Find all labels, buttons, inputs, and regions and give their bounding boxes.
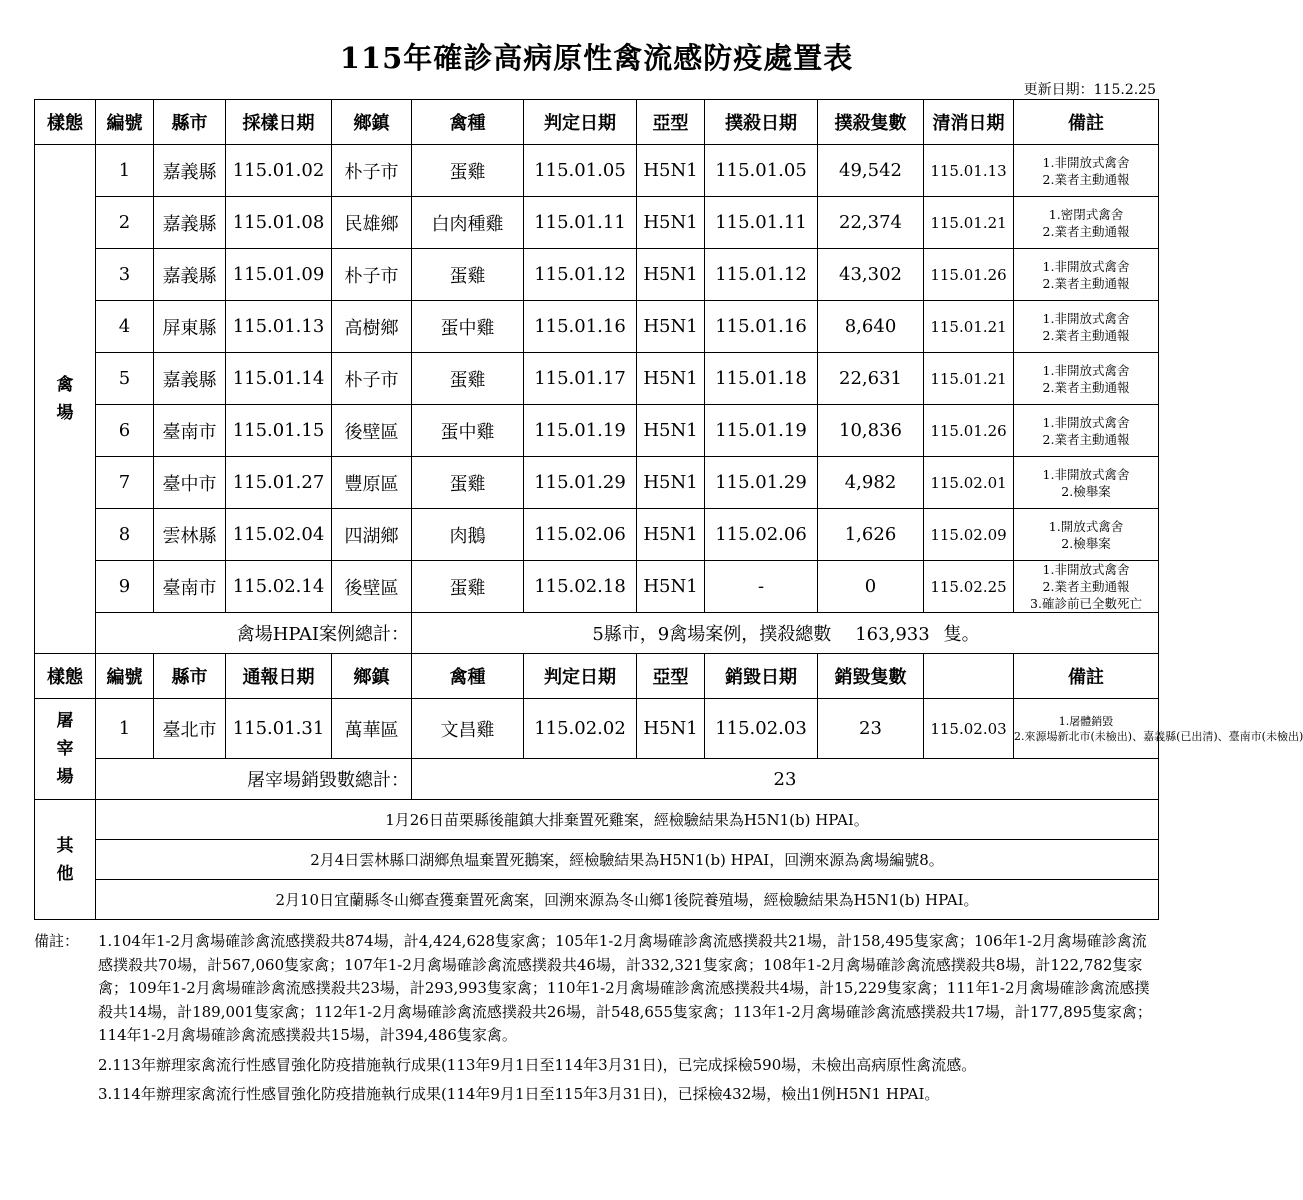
clean-date-cell: 115.01.21: [924, 301, 1014, 353]
slaughter-header-row: [35, 654, 1159, 699]
header-cell: 禽種: [412, 654, 524, 699]
table-row: [35, 457, 1159, 509]
header-cell: 判定日期: [524, 654, 637, 699]
clean-date-cell: 115.02.01: [924, 457, 1014, 509]
town-cell: 萬華區: [332, 699, 412, 759]
note-cell: [1014, 301, 1159, 353]
other-row: [35, 840, 1159, 880]
cull-count-cell: 0: [818, 561, 924, 613]
subtype-cell: H5N1: [637, 405, 705, 457]
sample-date-cell: 115.01.13: [226, 301, 332, 353]
header-cell: 撲殺日期: [705, 100, 818, 145]
note-line: 2.業者主動通報: [1042, 223, 1130, 239]
header-cell: 判定日期: [524, 100, 637, 145]
sample-date-cell: 115.02.04: [226, 509, 332, 561]
header-cell: 銷毀日期: [705, 654, 818, 699]
judge-date-cell: 115.01.17: [524, 353, 637, 405]
note-cell: [1014, 509, 1159, 561]
slaughter-summary-label: 屠宰場銷毀數總計：: [96, 759, 412, 800]
table-row: [35, 699, 1159, 759]
cull-count-cell: 8,640: [818, 301, 924, 353]
species-cell: 蛋雞: [412, 145, 524, 197]
case-number: 6: [96, 405, 154, 457]
sample-date-cell: 115.01.02: [226, 145, 332, 197]
header-cell: 備註: [1014, 100, 1159, 145]
header-cell: 亞型: [637, 100, 705, 145]
county-cell: 雲林縣: [154, 509, 226, 561]
note-line: 2.檢舉案: [1061, 483, 1111, 499]
sample-date-cell: 115.01.14: [226, 353, 332, 405]
other-type-label-text: 其他: [56, 835, 74, 884]
town-cell: 豐原區: [332, 457, 412, 509]
judge-date-cell: 115.02.06: [524, 509, 637, 561]
town-cell: 朴子市: [332, 249, 412, 301]
other-item: 1月26日苗栗縣後龍鎮大排棄置死雞案，經檢驗結果為H5N1(b) HPAI。: [96, 800, 1159, 840]
county-cell: 嘉義縣: [154, 197, 226, 249]
cull-count-cell: 4,982: [818, 457, 924, 509]
species-cell: 蛋中雞: [412, 301, 524, 353]
header-cell: 亞型: [637, 654, 705, 699]
clean-date-cell: 115.01.26: [924, 405, 1014, 457]
cull-count-cell: 22,631: [818, 353, 924, 405]
note-line: 2.業者主動通報: [1042, 327, 1130, 343]
species-cell: 蛋中雞: [412, 405, 524, 457]
judge-date-cell: 115.01.05: [524, 145, 637, 197]
summary-unit: 隻。: [943, 624, 980, 645]
footnotes: [34, 930, 1158, 1113]
subtype-cell: H5N1: [637, 353, 705, 405]
cull-date-cell: 115.01.12: [705, 249, 818, 301]
case-number: 5: [96, 353, 154, 405]
species-cell: 白肉種雞: [412, 197, 524, 249]
footnote-item: 2.113年辦理家禽流行性感冒強化防疫措施執行成果(113年9月1日至114年3月31日)，已完成採檢590場，未檢出高病原性禽流感。: [98, 1055, 977, 1074]
town-cell: 朴子市: [332, 145, 412, 197]
case-number: 1: [96, 699, 154, 759]
note-line: 2.業者主動通報: [1042, 171, 1130, 187]
clean-date-cell: 115.01.21: [924, 197, 1014, 249]
note-line: 1.密閉式禽舍: [1048, 206, 1124, 222]
county-cell: 臺北市: [154, 699, 226, 759]
table-row: [35, 197, 1159, 249]
town-cell: 朴子市: [332, 353, 412, 405]
species-cell: 蛋雞: [412, 353, 524, 405]
clean-date-cell: 115.02.03: [924, 699, 1014, 759]
header-cell: 樣態: [35, 100, 96, 145]
note-line: 2.業者主動通報: [1042, 379, 1130, 395]
cull-date-cell: 115.02.06: [705, 509, 818, 561]
subtype-cell: H5N1: [637, 699, 705, 759]
header-cell: 清消日期: [924, 100, 1014, 145]
cull-date-cell: 115.01.16: [705, 301, 818, 353]
cull-date-cell: 115.01.19: [705, 405, 818, 457]
header-cell: 鄉鎮: [332, 100, 412, 145]
slaughter-type-label-text: 屠宰場: [56, 711, 74, 787]
sample-date-cell: 115.01.27: [226, 457, 332, 509]
table-row: [35, 145, 1159, 197]
note-cell: [1014, 353, 1159, 405]
town-cell: 後壁區: [332, 405, 412, 457]
clean-date-cell: 115.02.25: [924, 561, 1014, 613]
farm-header-row: [35, 100, 1159, 145]
summary-text: 5縣市，9禽場案例，撲殺總數: [592, 624, 832, 645]
farm-summary-row: [35, 613, 1159, 654]
note-line: 1.非開放式禽舍: [1042, 414, 1130, 430]
cull-count-cell: 43,302: [818, 249, 924, 301]
sample-date-cell: 115.01.08: [226, 197, 332, 249]
footnote-item: 3.114年辦理家禽流行性感冒強化防疫措施執行成果(114年9月1日至115年3月31日)，已採檢432場，檢出1例H5N1 HPAI。: [98, 1085, 940, 1103]
other-row: [35, 880, 1159, 920]
subtype-cell: H5N1: [637, 301, 705, 353]
case-number: 8: [96, 509, 154, 561]
header-cell: 編號: [96, 100, 154, 145]
subtype-cell: H5N1: [637, 457, 705, 509]
other-item: 2月10日宜蘭縣冬山鄉查獲棄置死禽案，回溯來源為冬山鄉1後院養殖場，經檢驗結果為H5N1(b) HPAI。: [96, 880, 1159, 920]
table-row: [35, 561, 1159, 613]
slaughter-summary-total: 23: [412, 759, 1159, 800]
sample-date-cell: 115.02.14: [226, 561, 332, 613]
note-cell: [1014, 197, 1159, 249]
report-date-cell: 115.01.31: [226, 699, 332, 759]
update-date: 更新日期：115.2.25: [1023, 82, 1156, 98]
cull-date-cell: 115.01.18: [705, 353, 818, 405]
species-cell: 肉鵝: [412, 509, 524, 561]
farm-type-label-text: 禽場: [56, 375, 74, 423]
note-cell: [1014, 145, 1159, 197]
header-cell: 縣市: [154, 654, 226, 699]
note-line: 1.非開放式禽舍: [1042, 466, 1130, 482]
header-cell: 通報日期: [226, 654, 332, 699]
judge-date-cell: 115.01.19: [524, 405, 637, 457]
cull-count-cell: 22,374: [818, 197, 924, 249]
table-row: [35, 353, 1159, 405]
cull-date-cell: 115.01.05: [705, 145, 818, 197]
note-line: 1.非開放式禽舍: [1042, 562, 1130, 577]
other-type-label: [35, 800, 96, 920]
note-line: 2.來源場新北市(未檢出)、嘉義縣(已出清)、臺南市(未檢出): [1014, 729, 1303, 743]
clean-date-cell: 115.01.26: [924, 249, 1014, 301]
clean-date-cell: 115.01.13: [924, 145, 1014, 197]
footnotes-label: 備註：: [34, 932, 80, 950]
footnote-item: 1.104年1-2月禽場確診禽流感撲殺共874場，計4,424,628隻家禽；105年1-2月禽場確診禽流感撲殺共21場，計158,495隻家禽；106年1-2月禽場確診禽流感撲殺共70場，計567,060隻家禽；107年1-2月禽場確診禽流感撲殺共46場，計332,321隻家禽；108年1-2月禽場確診禽流感撲殺共8場，計122,782隻家禽；109年1-2月禽場確診禽流感撲殺共23場，計293,993隻家禽；110年1-2月禽場確診禽流感撲殺共4場，計15,229隻家禽；111年1-2月禽場確診禽流感撲殺共14場，計189,001隻家禽；112年1-2月禽場確診禽流感撲殺共26場，計548,655隻家禽；113年1-2月禽場確診禽流感撲殺共17場，計177,895隻家禽；114年1-2月禽場確診禽流感撲殺共15場，計394,486隻家禽。: [98, 932, 1152, 1044]
sample-date-cell: 115.01.15: [226, 405, 332, 457]
farm-summary-label: 禽場HPAI案例總計：: [96, 613, 412, 654]
county-cell: 嘉義縣: [154, 249, 226, 301]
note-line: 2.業者主動通報: [1042, 431, 1130, 447]
header-cell: 採樣日期: [226, 100, 332, 145]
case-number: 3: [96, 249, 154, 301]
subtype-cell: H5N1: [637, 509, 705, 561]
note-cell: [1014, 249, 1159, 301]
header-cell: 縣市: [154, 100, 226, 145]
note-cell: [1014, 457, 1159, 509]
case-number: 4: [96, 301, 154, 353]
town-cell: 四湖鄉: [332, 509, 412, 561]
subtype-cell: H5N1: [637, 249, 705, 301]
subtype-cell: H5N1: [637, 197, 705, 249]
clean-date-cell: 115.01.21: [924, 353, 1014, 405]
table-row: [35, 301, 1159, 353]
judge-date-cell: 115.02.02: [524, 699, 637, 759]
county-cell: 臺南市: [154, 405, 226, 457]
note-cell: [1014, 561, 1159, 613]
judge-date-cell: 115.01.29: [524, 457, 637, 509]
note-line: 1.開放式禽舍: [1048, 518, 1124, 534]
case-number: 7: [96, 457, 154, 509]
case-number: 9: [96, 561, 154, 613]
subtype-cell: H5N1: [637, 561, 705, 613]
town-cell: 後壁區: [332, 561, 412, 613]
judge-date-cell: 115.01.12: [524, 249, 637, 301]
note-line: 2.業者主動通報: [1042, 275, 1130, 291]
table-row: [35, 405, 1159, 457]
note-cell: [1014, 405, 1159, 457]
summary-total: 163,933: [855, 624, 930, 645]
county-cell: 臺中市: [154, 457, 226, 509]
species-cell: 蛋雞: [412, 561, 524, 613]
note-line: 1.屠體銷毀: [1058, 714, 1114, 728]
county-cell: 嘉義縣: [154, 145, 226, 197]
header-cell: [924, 654, 1014, 699]
farm-type-label: [35, 145, 96, 654]
cull-count-cell: 49,542: [818, 145, 924, 197]
judge-date-cell: 115.02.18: [524, 561, 637, 613]
note-line: 1.非開放式禽舍: [1042, 258, 1130, 274]
species-cell: 文昌雞: [412, 699, 524, 759]
subtype-cell: H5N1: [637, 145, 705, 197]
county-cell: 嘉義縣: [154, 353, 226, 405]
table-row: [35, 249, 1159, 301]
table-body: [35, 100, 1303, 920]
header-cell: 樣態: [35, 654, 96, 699]
judge-date-cell: 115.01.11: [524, 197, 637, 249]
other-item: 2月4日雲林縣口湖鄉魚塭棄置死鵝案，經檢驗結果為H5N1(b) HPAI，回溯來源為禽場編號8。: [96, 840, 1159, 880]
note-line: 1.非開放式禽舍: [1042, 154, 1130, 170]
destroy-count-cell: 23: [818, 699, 924, 759]
header-cell: 編號: [96, 654, 154, 699]
town-cell: 高樹鄉: [332, 301, 412, 353]
header-cell: 禽種: [412, 100, 524, 145]
note-line: 1.非開放式禽舍: [1042, 310, 1130, 326]
destroy-date-cell: 115.02.03: [705, 699, 818, 759]
slaughter-type-label: [35, 699, 96, 800]
table-row: [35, 509, 1159, 561]
species-cell: 蛋雞: [412, 249, 524, 301]
slaughter-summary-row: [35, 759, 1159, 800]
cull-count-cell: 1,626: [818, 509, 924, 561]
case-number: 1: [96, 145, 154, 197]
footnotes-body: [98, 930, 1158, 1107]
cull-date-cell: 115.01.29: [705, 457, 818, 509]
cull-date-cell: 115.01.11: [705, 197, 818, 249]
farm-summary-value: [412, 613, 1159, 654]
header-cell: 鄉鎮: [332, 654, 412, 699]
note-line: 2.檢舉案: [1061, 535, 1111, 551]
header-cell: 備註: [1014, 654, 1159, 699]
other-row: [35, 800, 1159, 840]
county-cell: 臺南市: [154, 561, 226, 613]
cull-count-cell: 10,836: [818, 405, 924, 457]
note-line: 3.確診前已全數死亡: [1030, 596, 1142, 611]
header-cell: 銷毀隻數: [818, 654, 924, 699]
note-line: 1.非開放式禽舍: [1042, 362, 1130, 378]
sample-date-cell: 115.01.09: [226, 249, 332, 301]
species-cell: 蛋雞: [412, 457, 524, 509]
town-cell: 民雄鄉: [332, 197, 412, 249]
clean-date-cell: 115.02.09: [924, 509, 1014, 561]
header-cell: 撲殺隻數: [818, 100, 924, 145]
county-cell: 屏東縣: [154, 301, 226, 353]
page-title: 115年確診高病原性禽流感防疫處置表: [339, 41, 854, 75]
cull-date-cell: -: [705, 561, 818, 613]
note-line: 2.業者主動通報: [1042, 579, 1130, 594]
epidemic-table: [34, 99, 1303, 920]
judge-date-cell: 115.01.16: [524, 301, 637, 353]
case-number: 2: [96, 197, 154, 249]
note-cell: [1014, 699, 1303, 759]
